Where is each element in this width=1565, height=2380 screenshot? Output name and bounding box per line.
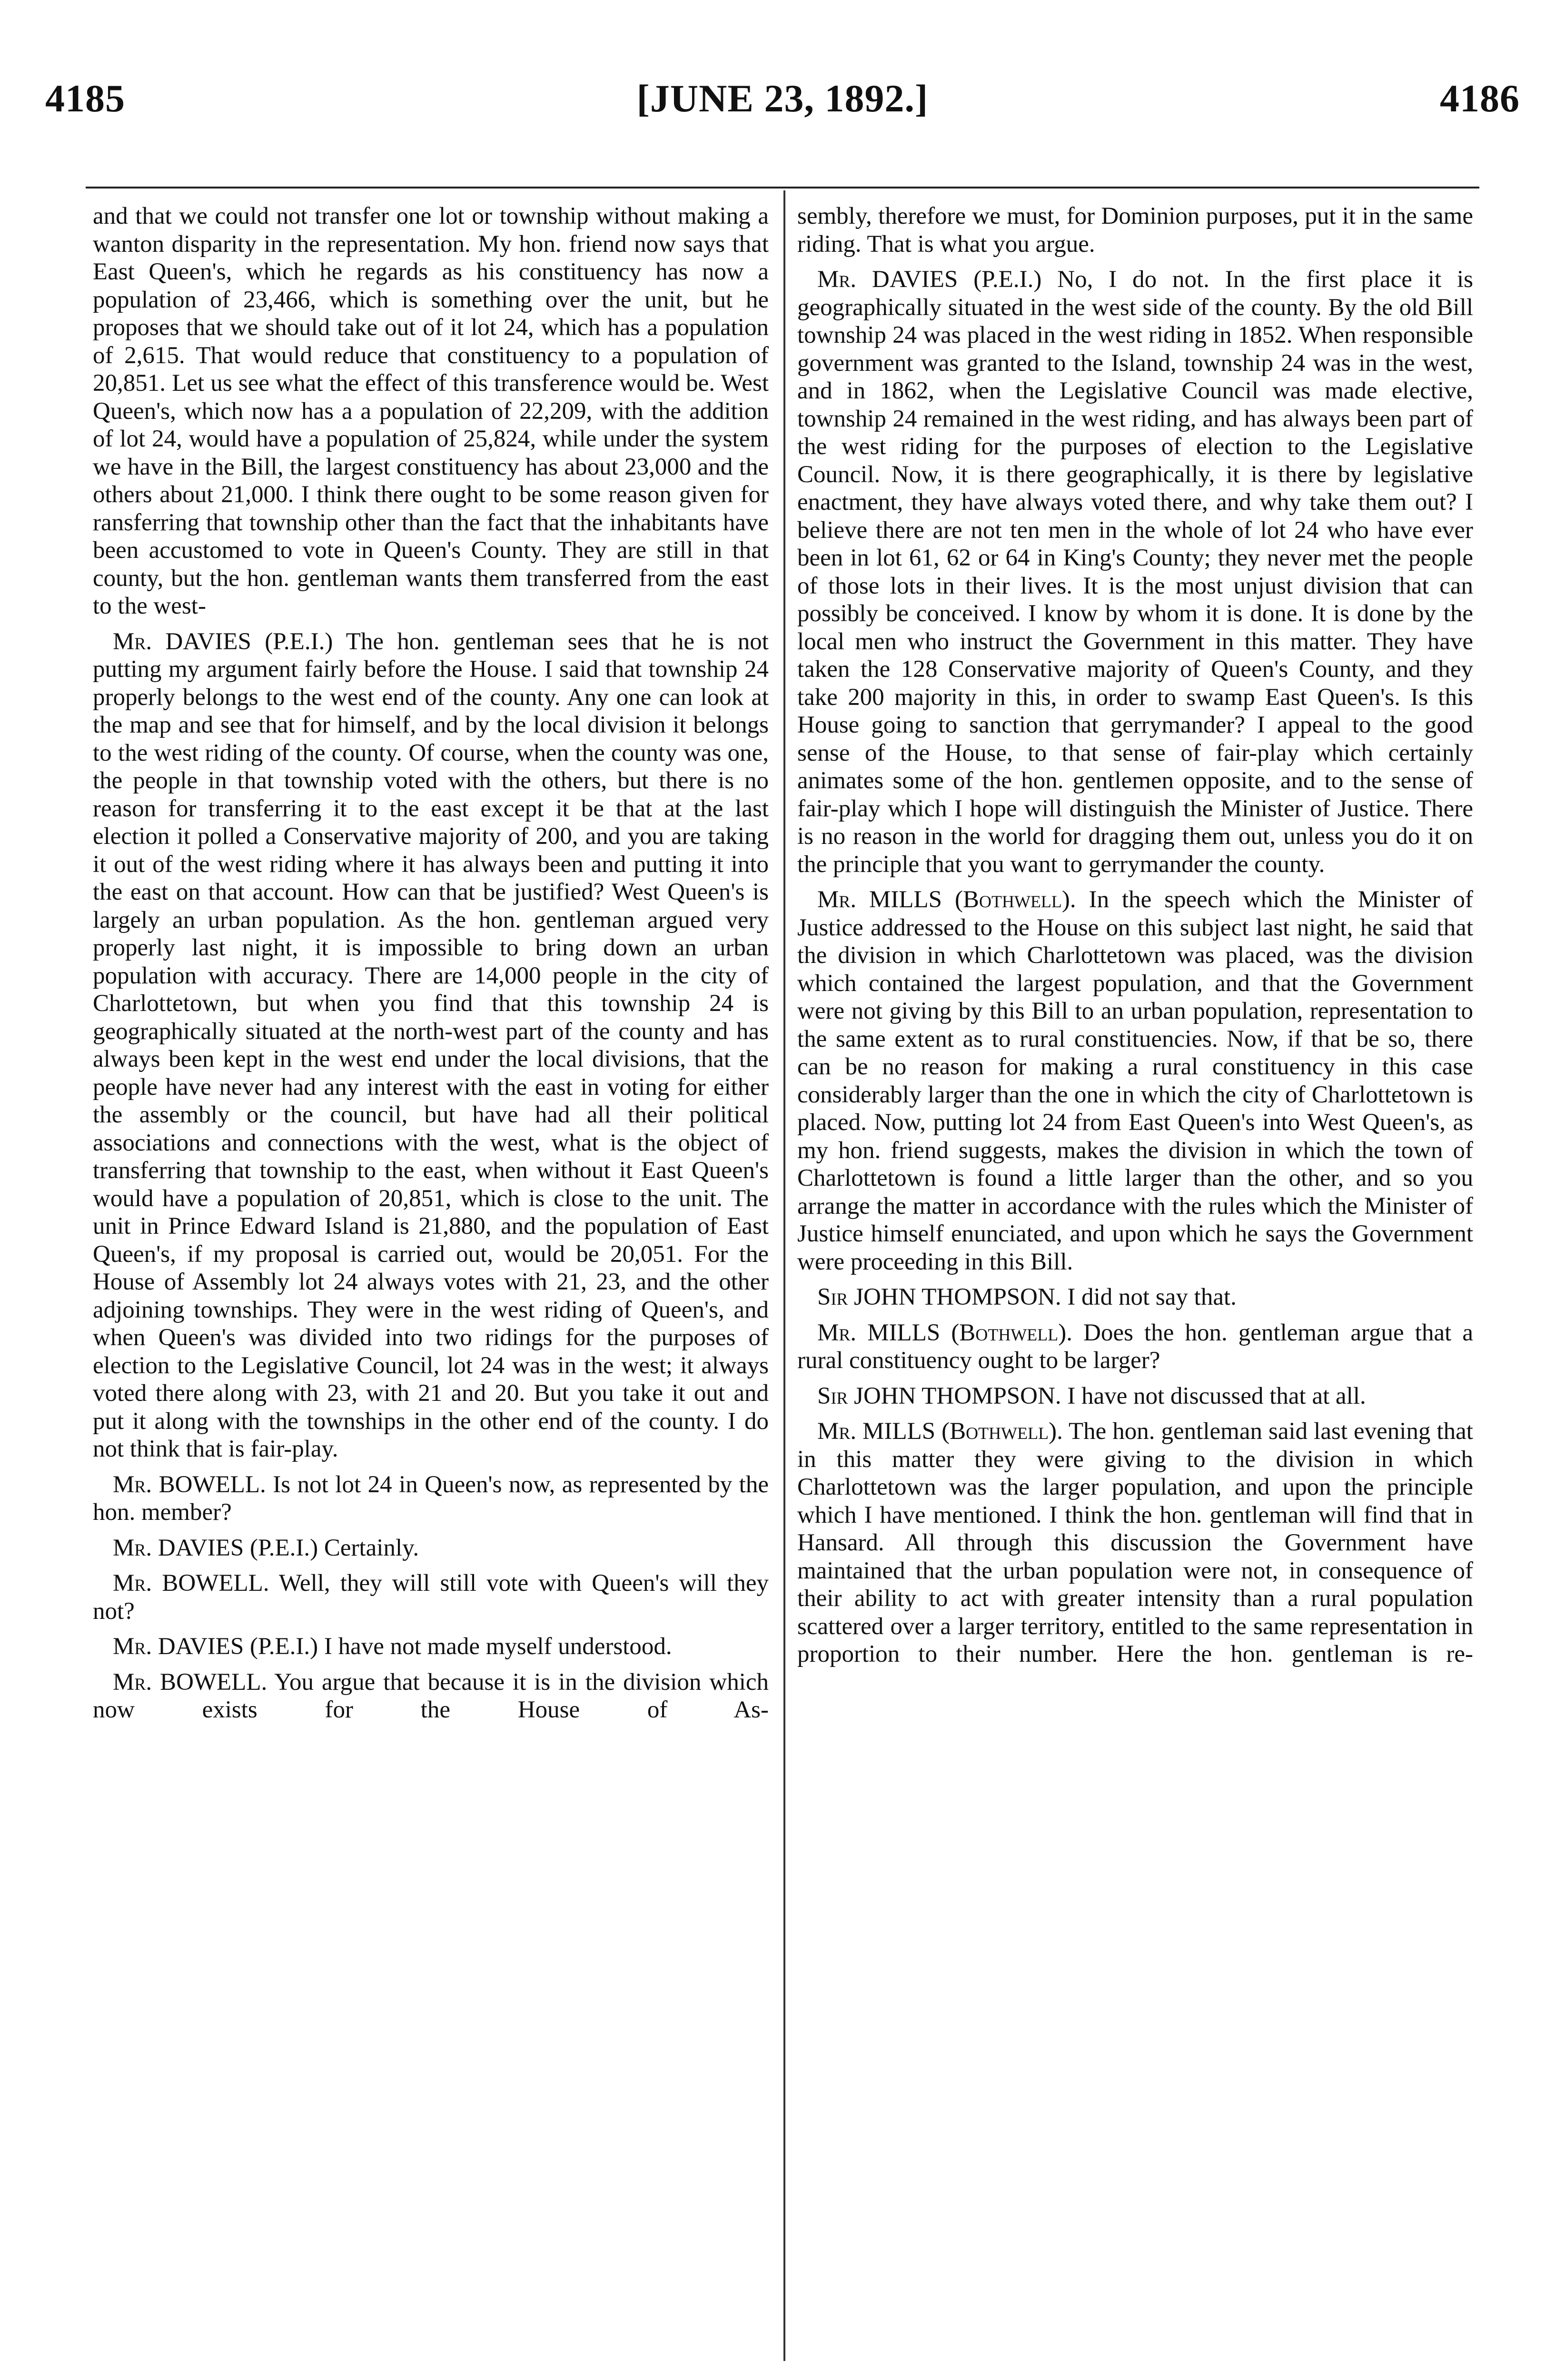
speaker-name: Mr. DAVIES (P.E.I.) — [113, 1534, 318, 1561]
paragraph — [93, 628, 769, 1463]
paragraph-text: No, I do not. In the first place it is geographically situated in the west side of the county. By the old Bill township 24 was placed in the west riding in 1852. When responsible government was granted to the Island, township 24 was in the west, and in 1862, when the Legislative Council was made elective, township 24 remained in the west riding, and has always been part of the west riding for the purposes of election to the Legislative Council. Now, it is there geographically, it is there by legislative enactment, they have always voted there, and why take them out? I believe there are not ten men in the whole of lot 24 who have ever been in lot 61, 62 or 64 in King's County; they never met the people of those lots in their lives. It is the most unjust division that can possibly be conceived. I know by whom it is done. It is done by the local men who instruct the Government in this matter. They have taken the 128 Conservative majority of Queen's County, and they take 200 majority in this, in order to swamp East Queen's. Is this House going to sanction that gerrymander? I appeal to the good sense of the House, to that sense of fair-play which certainly animates some of the hon. gentlemen opposite, and to the sense of fair-play which I hope will distinguish the Minister of Justice. There is no reason in the world for dragging them out, unless you do it on the principle that you want to gerrymander the county. — [797, 266, 1474, 878]
paragraph-text: and that we could not transfer one lot or township without making a wanton disparity in the representation. My hon. friend now says that East Queen's, which he regards as his constituency has now a population of 23,466, which is something over the unit, but he proposes that we should take out of it lot 24, which has a population of 2,615. That would reduce that constituency to a population of 20,851. Let us see what the effect of this transference would be. West Queen's, which now has a a population of 22,209, with the addition of lot 24, would have a population of 25,824, while under the system we have in the Bill, the largest constituency has about 23,000 and the others about 21,000. I think there ought to be some reason given for ransferring that township other than the fact that the inhabitants have been accustomed to vote in Queen's County. They are still in that county, but the hon. gentleman wants them transferred from the east to the west- — [93, 203, 769, 619]
paragraph — [797, 202, 1473, 258]
paragraph-text: Well, they will still vote with Queen's will they not? — [93, 1570, 769, 1625]
paragraph — [93, 202, 769, 620]
paragraph-text: You argue that because it is in the division which now exists for the House of As- — [93, 1668, 769, 1723]
left-column — [93, 202, 769, 1732]
speaker-name: Mr. DAVIES (P.E.I.) — [817, 266, 1042, 293]
speaker-name: Mr. DAVIES (P.E.I.) — [113, 1633, 318, 1660]
page-number-right: 4186 — [1440, 77, 1520, 120]
speaker-name: Mr. MILLS (Bothwell). — [817, 886, 1076, 913]
paragraph — [93, 1471, 769, 1527]
paragraph-text: In the speech which the Minister of Justice addressed to the House on this subject last night, he said that the division in which Charlottetown was placed, was the division which contained the largest population, and that the Government were not giving by this Bill to an urban population, representation to the same extent as to rural constituencies. Now, if that be so, there can be no reason for making a rural constituency in this case considerably larger than the one in which the city of Charlottetown is placed. Now, putting lot 24 from East Queen's into West Queen's, as my hon. friend suggests, makes the division in which the town of Charlottetown is found a little larger than the other, and so you arrange the matter in accordance with the rules which the Minister of Justice himself enunciated, and upon which he says the Government were proceeding in this Bill. — [797, 886, 1474, 1275]
speaker-name: Mr. DAVIES (P.E.I.) — [113, 628, 333, 655]
page-header — [45, 76, 1520, 133]
speaker-name: Mr. BOWELL. — [113, 1471, 266, 1498]
paragraph — [93, 1534, 769, 1562]
page-number-left: 4185 — [45, 77, 125, 120]
paragraph-text: Certainly. — [324, 1534, 419, 1561]
speaker-name: Mr. MILLS (Bothwell). — [817, 1319, 1072, 1346]
speaker-name: Mr. BOWELL. — [113, 1570, 269, 1597]
paragraph-text: The hon. gentleman said last evening that in this matter they were giving to the division in which Charlottetown was the larger population, and upon the principle which I have mentioned. I think the hon. gentleman will find that in Hansard. All through this discussion the Government have maintained that the urban population were not, in consequence of their ability to act with greater intensity than a rural population scattered over a larger territory, entitled to the same representation in proportion to their number. Here the hon. gentleman is re- — [797, 1418, 1473, 1667]
paragraph-text: I have not discussed that at all. — [1067, 1382, 1366, 1409]
speaker-name: Sir JOHN THOMPSON. — [817, 1284, 1061, 1310]
page-date: [JUNE 23, 1892.] — [636, 77, 929, 120]
paragraph-text: Does the hon. gentleman argue that a rural constituency ought to be larger? — [797, 1319, 1473, 1374]
paragraph-text: The hon. gentleman sees that he is not putting my argument fairly before the House. I said that township 24 properly belongs to the west end of the county. Any one can look at the map and see that for himself, and by the local division it belongs to the west riding of the county. Of course, when the county was one, the people in that township voted with the others, but there is no reason for transferring it to the east except it be that at the last election it polled a Conservative majority of 200, and you are taking it out of the west riding where it has always been and putting it into the east on that account. How can that be justified? West Queen's is largely an urban population. As the hon. gentleman argued very properly last night, it is impossible to bring down an urban population with accuracy. There are 14,000 people in the city of Charlottetown, but when you find that this township 24 is geographically situated at the north-west part of the county and has always been kept in the west end under the local divisions, that the people have never had any interest with the east in voting for either the assembly or the council, but have had all their political associations and connections with the west, what is the object of transferring that township to the east, when without it East Queen's would have a population of 20,851, which is close to the unit. The unit in Prince Edward Island is 21,880, and the population of East Queen's, if my proposal is carried out, would be 20,051. For the House of Assembly lot 24 always votes with 21, 23, and the other adjoining townships. They were in the west riding of Queen's, and when Queen's was divided into two ridings for the purposes of election to the Legislative Council, lot 24 was in the west; it always voted there along with 23, with 21 and 20. But you take it out and put it along with the townships in the other end of the county. I do not think that is fair-play. — [93, 628, 769, 1462]
header-rule — [86, 187, 1479, 188]
paragraph-text: I have not made myself understood. — [324, 1633, 672, 1660]
paragraph — [797, 886, 1473, 1276]
paragraph-text: I did not say that. — [1067, 1284, 1237, 1310]
right-column — [797, 202, 1473, 1676]
paragraph-text: sembly, therefore we must, for Dominion purposes, put it in the same riding. That is what you argue. — [797, 203, 1473, 258]
paragraph — [797, 1418, 1473, 1668]
paragraph — [797, 266, 1473, 878]
paragraph-text: Is not lot 24 in Queen's now, as represented by the hon. member? — [93, 1471, 769, 1526]
paragraph — [797, 1319, 1473, 1375]
speaker-name: Mr. MILLS (Bothwell). — [817, 1418, 1063, 1445]
paragraph — [797, 1382, 1473, 1410]
paragraph — [93, 1668, 769, 1724]
speaker-name: Sir JOHN THOMPSON. — [817, 1382, 1061, 1409]
paragraph — [93, 1633, 769, 1661]
paragraph — [797, 1283, 1473, 1311]
speaker-name: Mr. BOWELL. — [113, 1668, 267, 1696]
column-divider — [783, 190, 785, 2361]
paragraph — [93, 1569, 769, 1625]
